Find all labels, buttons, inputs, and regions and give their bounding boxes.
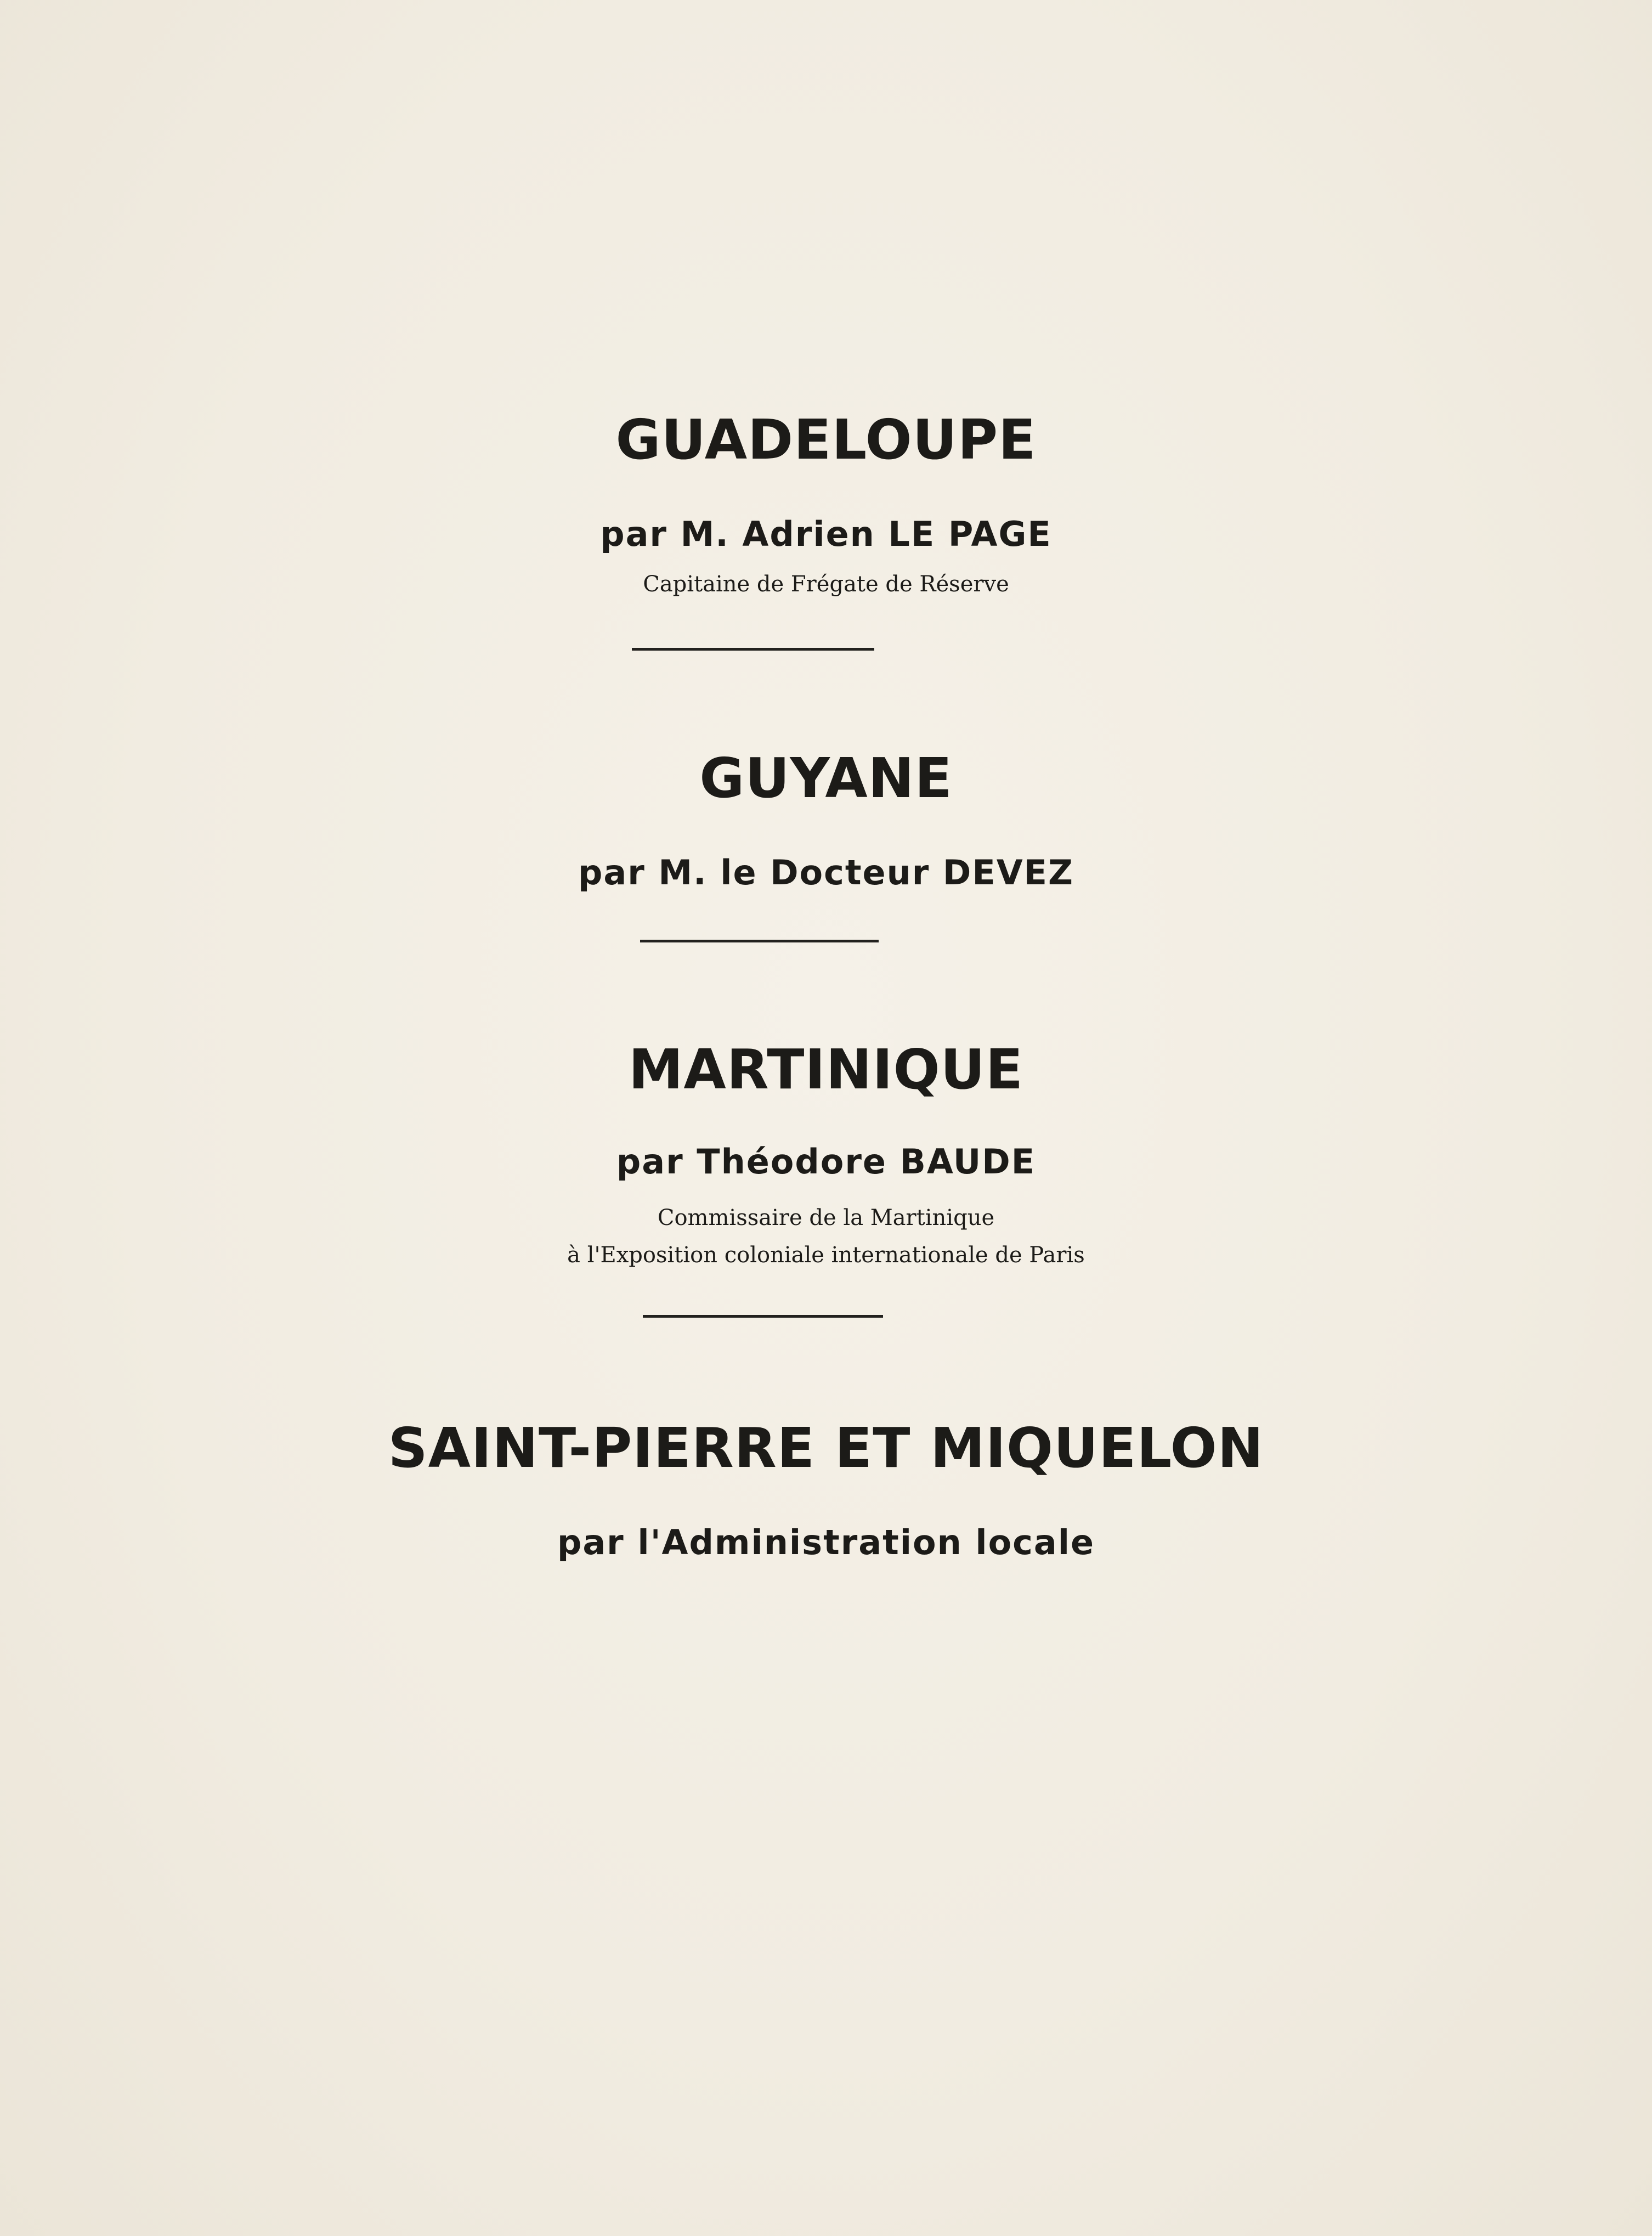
section-divider <box>640 940 879 942</box>
section-author-martinique: par Théodore BAUDE <box>616 1142 1036 1182</box>
section-note-martinique-1: Commissaire de la Martinique <box>657 1205 995 1230</box>
section-divider <box>643 1315 883 1318</box>
section-title-guyane: GUYANE <box>699 746 953 810</box>
section-title-guadeloupe: GUADELOUPE <box>615 408 1037 472</box>
section-note-guadeloupe: Capitaine de Frégate de Réserve <box>643 572 1009 597</box>
section-author-saint-pierre-et-miquelon: par l'Administration locale <box>557 1522 1095 1562</box>
section-title-saint-pierre-et-miquelon: SAINT-PIERRE ET MIQUELON <box>388 1416 1264 1480</box>
section-title-martinique: MARTINIQUE <box>628 1037 1024 1102</box>
section-author-guyane: par M. le Docteur DEVEZ <box>578 852 1074 893</box>
section-author-guadeloupe: par M. Adrien LE PAGE <box>600 514 1052 554</box>
section-divider <box>632 648 874 651</box>
section-note-martinique-2: à l'Exposition coloniale internationale de Paris <box>567 1243 1085 1268</box>
